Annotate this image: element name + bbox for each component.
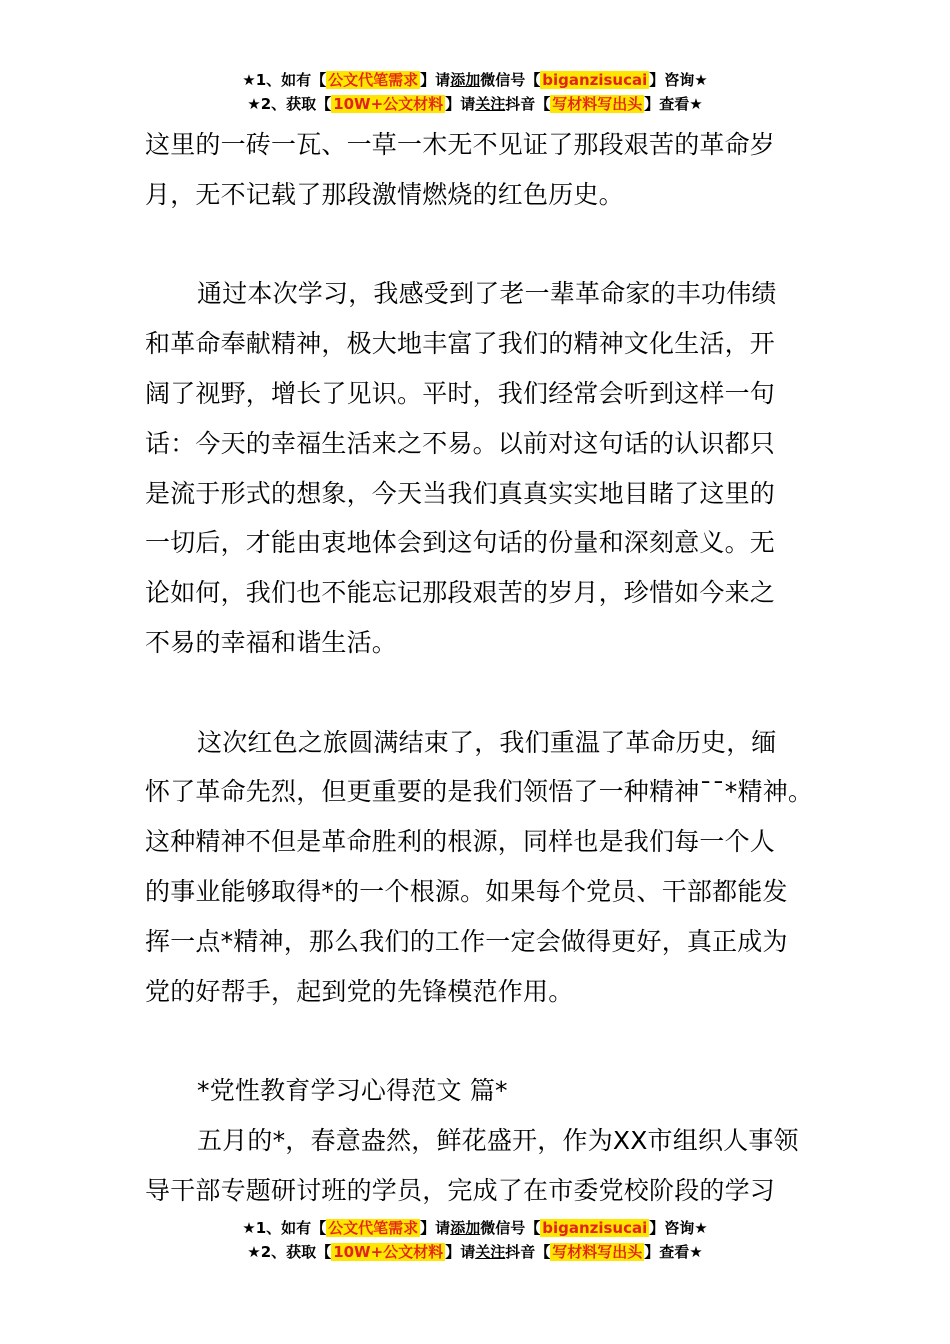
text-line: 五月的*，春意盎然，鲜花盛开，作为XX市组织人事领 (197, 1125, 799, 1155)
section-heading: *党性教育学习心得范文 篇* (197, 1076, 508, 1106)
text-line: 阔了视野，增长了见识。平时，我们经常会听到这样一句 (145, 378, 776, 408)
text-line: 的事业能够取得*的一个根源。如果每个党员、干部都能发 (145, 876, 788, 906)
document-body (145, 120, 814, 1216)
promo-highlight: 公文代笔需求 (328, 71, 419, 89)
text-line: 怀了革命先烈，但更重要的是我们领悟了一种精神¯¯*精神。 (145, 777, 814, 807)
text-line: 这次红色之旅圆满结束了，我们重温了革命历史，缅 (197, 727, 777, 757)
text-line: 党的好帮手，起到党的先锋模范作用。 (145, 976, 574, 1006)
promo-line-2: ★2、获取【 10W+公文材料 】请关注抖音【 写材料写出头 】查看★ (247, 95, 703, 113)
text-line: 这里的一砖一瓦、一草一木无不见证了那段艰苦的革命岁 (145, 130, 776, 159)
text-line: 话：今天的幸福生活来之不易。以前对这句话的认识都只 (145, 428, 776, 458)
promo-line-1: ★1、如有【 公文代笔需求 】请添加微信号【 biganzisucai 】咨询★ (242, 1219, 708, 1237)
text-line: 这种精神不但是革命胜利的根源，同样也是我们每一个人 (145, 827, 776, 857)
text-line: 月，无不记载了那段激情燃烧的红色历史。 (145, 179, 624, 209)
promo-highlight: 公文代笔需求 (328, 1219, 419, 1237)
text-line: 通过本次学习，我感受到了老一辈革命家的丰功伟绩 (197, 279, 777, 309)
text-line: 论如何，我们也不能忘记那段艰苦的岁月，珍惜如今来之 (145, 578, 776, 608)
text-line: 不易的幸福和谐生活。 (145, 627, 398, 657)
text-line: 挥一点*精神，那么我们的工作一定会做得更好，真正成为 (145, 926, 788, 956)
promo-wechat-id: biganzisucai (542, 71, 648, 89)
promo-douyin-account: 写材料写出头 (552, 1243, 643, 1261)
promo-highlight: 10W+公文材料 (333, 1243, 444, 1261)
text-line: 导干部专题研讨班的学员，完成了在市委党校阶段的学习 (145, 1175, 776, 1205)
bottom-promo-banner (0, 1216, 950, 1264)
promo-line-1: ★1、如有【 公文代笔需求 】请添加微信号【 biganzisucai 】咨询★ (242, 71, 708, 89)
paragraph-gap (145, 1016, 810, 1066)
promo-douyin-account: 写材料写出头 (552, 95, 643, 113)
paragraph-gap (145, 220, 810, 270)
text-line: 一切后，才能由衷地体会到这句话的份量和深刻意义。无 (145, 528, 776, 558)
promo-wechat-id: biganzisucai (542, 1219, 648, 1237)
paragraph-gap (145, 668, 810, 718)
text-line: 是流于形式的想象，今天当我们真真实实地目睹了这里的 (145, 478, 776, 508)
promo-line-2: ★2、获取【 10W+公文材料 】请关注抖音【 写材料写出头 】查看★ (247, 1243, 703, 1261)
promo-highlight: 10W+公文材料 (333, 95, 444, 113)
text-line: 和革命奉献精神，极大地丰富了我们的精神文化生活，开 (145, 329, 776, 359)
top-promo-banner (0, 68, 950, 116)
